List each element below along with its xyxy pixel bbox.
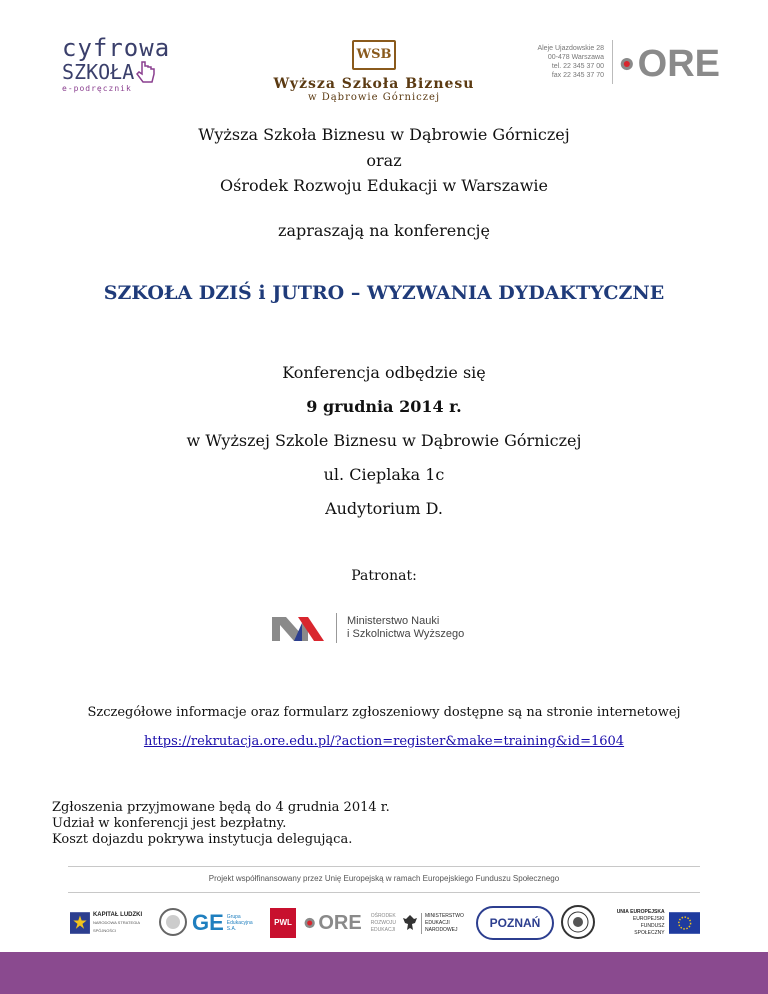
footer-bar bbox=[0, 952, 768, 994]
eagle-emblem-icon bbox=[402, 913, 418, 933]
poznan-text: POZNAŃ bbox=[489, 916, 541, 930]
header-divider bbox=[612, 40, 613, 84]
conference-intro: Konferencja odbędzie się bbox=[282, 363, 486, 382]
kapital-line-1: KAPITAŁ LUDZKI bbox=[92, 912, 143, 918]
szkola-word: SZKOŁA bbox=[62, 60, 135, 84]
ore-sub-2: ROZWOJU bbox=[370, 919, 396, 926]
seal-logo-2 bbox=[560, 904, 596, 942]
ge-text: GE bbox=[192, 910, 224, 935]
mnisw-line-1: Ministerstwo Nauki bbox=[347, 615, 440, 627]
footer-logos bbox=[70, 904, 700, 942]
address-line: fax 22 345 37 70 bbox=[551, 72, 604, 79]
seal-icon bbox=[560, 904, 596, 940]
pwl-text: PWL bbox=[270, 908, 296, 938]
ore-footer-text: ORE bbox=[318, 911, 362, 934]
star-flag-icon bbox=[70, 910, 90, 936]
conference-date: 9 grudnia 2014 r. bbox=[306, 397, 462, 416]
ore-address bbox=[520, 44, 604, 80]
poznan-logo bbox=[476, 904, 554, 942]
conference-venue: w Wyższej Szkole Biznesu w Dąbrowie Górniczej bbox=[186, 431, 582, 450]
ore-sub-3: EDUKACJI bbox=[370, 926, 396, 933]
address-line: tel. 22 345 37 00 bbox=[551, 63, 604, 70]
wsb-logo bbox=[262, 40, 486, 104]
kapital-ludzki-logo bbox=[70, 904, 152, 942]
patronage-label: Patronat: bbox=[351, 568, 417, 584]
kapital-line-2: NARODOWA STRATEGIA SPÓJNOŚCI bbox=[92, 920, 140, 933]
eu-logo bbox=[610, 904, 700, 942]
mnisw-logo bbox=[272, 610, 502, 646]
ue-line-3: FUNDUSZ SPOŁECZNY bbox=[634, 923, 665, 936]
ue-line-1: UNIA EUROPEJSKA bbox=[616, 909, 665, 915]
footer-rule-bottom bbox=[68, 892, 700, 893]
note-travel: Koszt dojazdu pokrywa instytucja delegująca. bbox=[52, 832, 353, 847]
organizer-line-2: oraz bbox=[366, 151, 402, 170]
footer-rule-top bbox=[68, 866, 700, 867]
men-line-2: EDUKACJI bbox=[425, 919, 450, 926]
conference-title: SZKOŁA DZIŚ i JUTRO – WYZWANIA DYDAKTYCZNE bbox=[103, 282, 665, 304]
men-line-1: MINISTERSTWO bbox=[425, 912, 464, 919]
pwl-logo bbox=[270, 904, 298, 942]
pointing-hand-icon bbox=[136, 60, 156, 84]
wsb-subtitle: w Dąbrowie Górniczej bbox=[307, 92, 441, 103]
ge-subtitle: Grupa Edukacyjna S.A. bbox=[226, 914, 253, 932]
ue-line-2: EUROPEJSKI bbox=[632, 916, 665, 922]
notes-block bbox=[52, 800, 390, 848]
seal-logo-1 bbox=[158, 904, 188, 942]
grupa-edukacyjna-logo bbox=[192, 904, 264, 942]
eu-flag-icon bbox=[669, 912, 700, 934]
mnisw-emblem-icon bbox=[272, 613, 326, 643]
address-line: Aleje Ujazdowskie 28 bbox=[537, 45, 604, 52]
organizer-line-1: Wyższa Szkoła Biznesu w Dąbrowie Górniczej bbox=[198, 125, 570, 144]
organizer-line-3: Ośrodek Rozwoju Edukacji w Warszawie bbox=[220, 176, 548, 195]
ore-logo bbox=[620, 42, 720, 86]
cyfrowa-word: cyfrowa bbox=[62, 34, 171, 62]
note-free: Udział w konferencji jest bezpłatny. bbox=[52, 816, 287, 831]
men-logo bbox=[402, 904, 472, 942]
wsb-name: Wyższa Szkoła Biznesu bbox=[273, 76, 475, 92]
cyfrowa-szkola-logo bbox=[62, 36, 192, 98]
info-text: Szczegółowe informacje oraz formularz zgłoszeniowy dostępne są na stronie internetowej bbox=[87, 705, 681, 720]
ore-circle-icon bbox=[304, 913, 315, 933]
note-deadline: Zgłoszenia przyjmowane będą do 4 grudnia 2014 r. bbox=[52, 800, 390, 815]
conference-street: ul. Cieplaka 1c bbox=[323, 465, 445, 484]
invite-line: zapraszają na konferencję bbox=[278, 221, 490, 240]
ore-sub-1: OŚRODEK bbox=[370, 912, 396, 919]
e-podrecznik-label: e-podręcznik bbox=[62, 84, 132, 93]
men-line-3: NARODOWEJ bbox=[425, 926, 458, 933]
address-line: 00-478 Warszawa bbox=[547, 54, 604, 61]
registration-link[interactable]: https://rekrutacja.ore.edu.pl/?action=register&make=training&id=1604 bbox=[143, 734, 625, 749]
conference-room: Audytorium D. bbox=[325, 499, 443, 518]
wsb-emblem: WSB bbox=[352, 40, 396, 70]
mnisw-divider bbox=[336, 613, 337, 643]
project-statement: Projekt współfinansowany przez Unię Europejską w ramach Europejskiego Funduszu Społecznego bbox=[208, 874, 560, 883]
ore-logo-text: ORE bbox=[637, 43, 720, 85]
ore-circle-icon bbox=[620, 46, 634, 82]
mnisw-line-2: i Szkolnictwa Wyższego bbox=[347, 628, 465, 640]
ore-footer-logo bbox=[304, 904, 396, 942]
seal-icon bbox=[158, 904, 188, 940]
